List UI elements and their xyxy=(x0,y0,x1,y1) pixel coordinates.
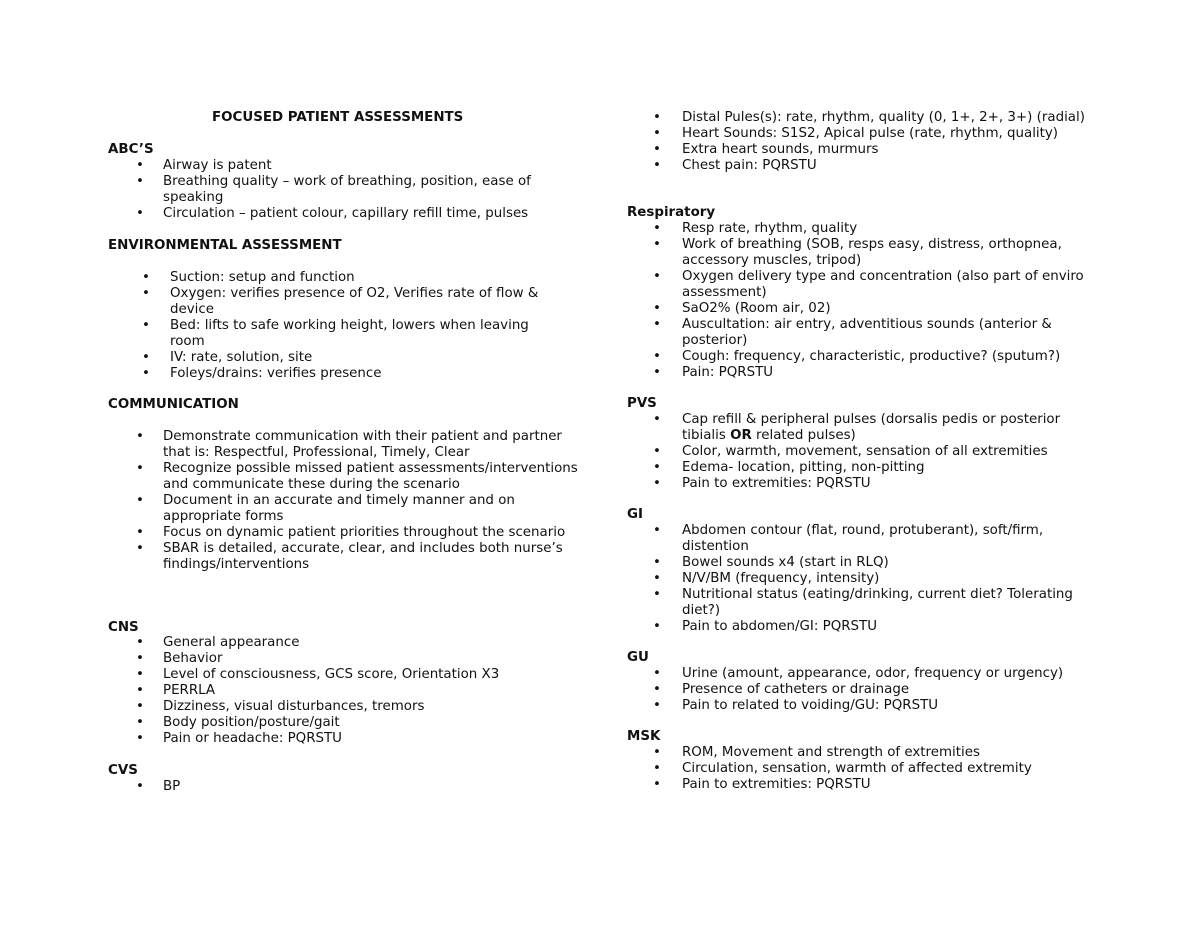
bullet-icon: • xyxy=(142,270,150,285)
bullet-icon: • xyxy=(653,317,661,332)
list-item: • N/V/BM (frequency, intensity) xyxy=(653,571,880,586)
list-item: • Dizziness, visual disturbances, tremors xyxy=(136,699,425,714)
bullet-icon: • xyxy=(136,715,144,730)
bullet-icon: • xyxy=(653,349,661,364)
bullet-icon: • xyxy=(653,555,661,570)
bullet-icon: • xyxy=(136,158,144,173)
list-msk xyxy=(627,745,1087,793)
bullet-icon: • xyxy=(136,731,144,746)
bullet-icon: • xyxy=(653,221,661,236)
bullet-icon: • xyxy=(142,366,150,381)
bullet-icon: • xyxy=(136,525,144,540)
heading-pvs: PVS xyxy=(627,396,657,411)
list-item: • Pain: PQRSTU xyxy=(653,365,774,380)
list-item: • PERRLA xyxy=(136,683,216,698)
list-item: • Color, warmth, movement, sensation of all extremities xyxy=(653,444,1048,459)
bullet-icon: • xyxy=(653,158,661,173)
list-cns xyxy=(108,635,578,747)
list-item: • Document in an accurate and timely manner and on appropriate forms xyxy=(136,493,515,524)
heading-gu: GU xyxy=(627,650,649,665)
bullet-icon: • xyxy=(653,301,661,316)
bullet-icon: • xyxy=(653,619,661,634)
bullet-icon: • xyxy=(653,666,661,681)
list-item: • Circulation, sensation, warmth of affected extremity xyxy=(653,761,1032,776)
list-respiratory xyxy=(627,221,1087,381)
bullet-icon: • xyxy=(653,460,661,475)
bullet-icon: • xyxy=(136,635,144,650)
list-gi xyxy=(627,523,1087,635)
bullet-icon: • xyxy=(653,444,661,459)
list-gu xyxy=(627,666,1087,714)
list-cvs-continued xyxy=(627,110,1087,174)
heading-communication: COMMUNICATION xyxy=(108,397,239,412)
bullet-icon: • xyxy=(653,476,661,491)
list-pvs xyxy=(627,412,1087,492)
bullet-icon: • xyxy=(136,206,144,221)
heading-msk: MSK xyxy=(627,729,661,744)
bullet-icon: • xyxy=(653,523,661,538)
list-item: • Cap refill & peripheral pulses (dorsalis pedis or posterior tibialis OR related pulses) xyxy=(653,412,1061,443)
heading-environmental: ENVIRONMENTAL ASSESSMENT xyxy=(108,238,342,253)
list-item: • Auscultation: air entry, adventitious sounds (anterior & posterior) xyxy=(653,317,1052,348)
list-item: • Bed: lifts to safe working height, lowers when leaving room xyxy=(142,318,529,349)
bullet-icon: • xyxy=(653,126,661,141)
list-communication xyxy=(108,429,578,573)
list-item: • Airway is patent xyxy=(136,158,272,173)
list-item: • Demonstrate communication with their patient and partner that is: Respectful, Professional, Timely, Clear xyxy=(136,429,562,460)
bullet-icon: • xyxy=(653,269,661,284)
bullet-icon: • xyxy=(136,493,144,508)
bullet-icon: • xyxy=(136,174,144,189)
list-item: • SaO2% (Room air, 02) xyxy=(653,301,831,316)
list-item: • Body position/posture/gait xyxy=(136,715,340,730)
heading-abcs: ABC’S xyxy=(108,142,154,157)
list-item: • Pain to extremities: PQRSTU xyxy=(653,777,871,792)
bullet-icon: • xyxy=(653,365,661,380)
list-item: • Urine (amount, appearance, odor, frequency or urgency) xyxy=(653,666,1064,681)
bullet-icon: • xyxy=(653,571,661,586)
list-item: • Abdomen contour (flat, round, protuberant), soft/firm, distention xyxy=(653,523,1044,554)
bullet-icon: • xyxy=(136,699,144,714)
bullet-icon: • xyxy=(653,237,661,252)
list-item: • Pain to abdomen/GI: PQRSTU xyxy=(653,619,878,634)
list-item: • SBAR is detailed, accurate, clear, and includes both nurse’s findings/interventions xyxy=(136,541,563,572)
bullet-icon: • xyxy=(653,761,661,776)
heading-cvs: CVS xyxy=(108,763,138,778)
list-item: • Pain to extremities: PQRSTU xyxy=(653,476,871,491)
list-item: • Edema- location, pitting, non-pitting xyxy=(653,460,925,475)
bullet-icon: • xyxy=(136,541,144,556)
list-item: • Heart Sounds: S1S2, Apical pulse (rate, rhythm, quality) xyxy=(653,126,1059,141)
list-item: • Nutritional status (eating/drinking, current diet? Tolerating diet?) xyxy=(653,587,1073,618)
list-item: • Breathing quality – work of breathing, position, ease of speaking xyxy=(136,174,531,205)
list-item: • Pain to related to voiding/GU: PQRSTU xyxy=(653,698,939,713)
list-item: • Oxygen: verifies presence of O2, Verifies rate of flow & device xyxy=(142,286,539,317)
list-item: • Recognize possible missed patient assessments/interventions and communicate these during the scenario xyxy=(136,461,578,492)
list-item: • Chest pain: PQRSTU xyxy=(653,158,817,173)
list-item: • Pain or headache: PQRSTU xyxy=(136,731,342,746)
heading-cns: CNS xyxy=(108,620,139,635)
bullet-icon: • xyxy=(136,683,144,698)
list-cvs xyxy=(108,779,578,795)
bullet-icon: • xyxy=(653,587,661,602)
list-item: • General appearance xyxy=(136,635,300,650)
document-title: FOCUSED PATIENT ASSESSMENTS xyxy=(212,110,464,125)
list-item: • Focus on dynamic patient priorities throughout the scenario xyxy=(136,525,566,540)
list-item: • Cough: frequency, characteristic, productive? (sputum?) xyxy=(653,349,1061,364)
bullet-icon: • xyxy=(136,651,144,666)
bullet-icon: • xyxy=(653,142,661,157)
list-item: • Oxygen delivery type and concentration (also part of enviro assessment) xyxy=(653,269,1084,300)
list-item: • Extra heart sounds, murmurs xyxy=(653,142,879,157)
heading-respiratory: Respiratory xyxy=(627,205,716,220)
bullet-icon: • xyxy=(653,412,661,427)
list-item: • BP xyxy=(136,779,181,794)
list-item: • Presence of catheters or drainage xyxy=(653,682,910,697)
list-item: • Behavior xyxy=(136,651,223,666)
bullet-icon: • xyxy=(653,777,661,792)
bullet-icon: • xyxy=(653,745,661,760)
list-environmental xyxy=(108,270,554,382)
list-item: • Resp rate, rhythm, quality xyxy=(653,221,858,236)
bullet-icon: • xyxy=(136,461,144,476)
bullet-icon: • xyxy=(142,286,150,301)
list-item: • ROM, Movement and strength of extremities xyxy=(653,745,980,760)
list-item: • Work of breathing (SOB, resps easy, distress, orthopnea, accessory muscles, tripod) xyxy=(653,237,1062,268)
list-item: • Distal Pules(s): rate, rhythm, quality (0, 1+, 2+, 3+) (radial) xyxy=(653,110,1085,125)
bullet-icon: • xyxy=(653,682,661,697)
list-item: • IV: rate, solution, site xyxy=(142,350,313,365)
list-item: • Level of consciousness, GCS score, Orientation X3 xyxy=(136,667,500,682)
list-item: • Bowel sounds x4 (start in RLQ) xyxy=(653,555,889,570)
bullet-icon: • xyxy=(136,429,144,444)
bullet-icon: • xyxy=(142,350,150,365)
list-abcs xyxy=(108,158,548,222)
bullet-icon: • xyxy=(653,110,661,125)
bullet-icon: • xyxy=(136,667,144,682)
bullet-icon: • xyxy=(136,779,144,794)
bullet-icon: • xyxy=(142,318,150,333)
list-item: • Foleys/drains: verifies presence xyxy=(142,366,382,381)
list-item: • Suction: setup and function xyxy=(142,270,355,285)
list-item: • Circulation – patient colour, capillary refill time, pulses xyxy=(136,206,529,221)
heading-gi: GI xyxy=(627,507,643,522)
bullet-icon: • xyxy=(653,698,661,713)
